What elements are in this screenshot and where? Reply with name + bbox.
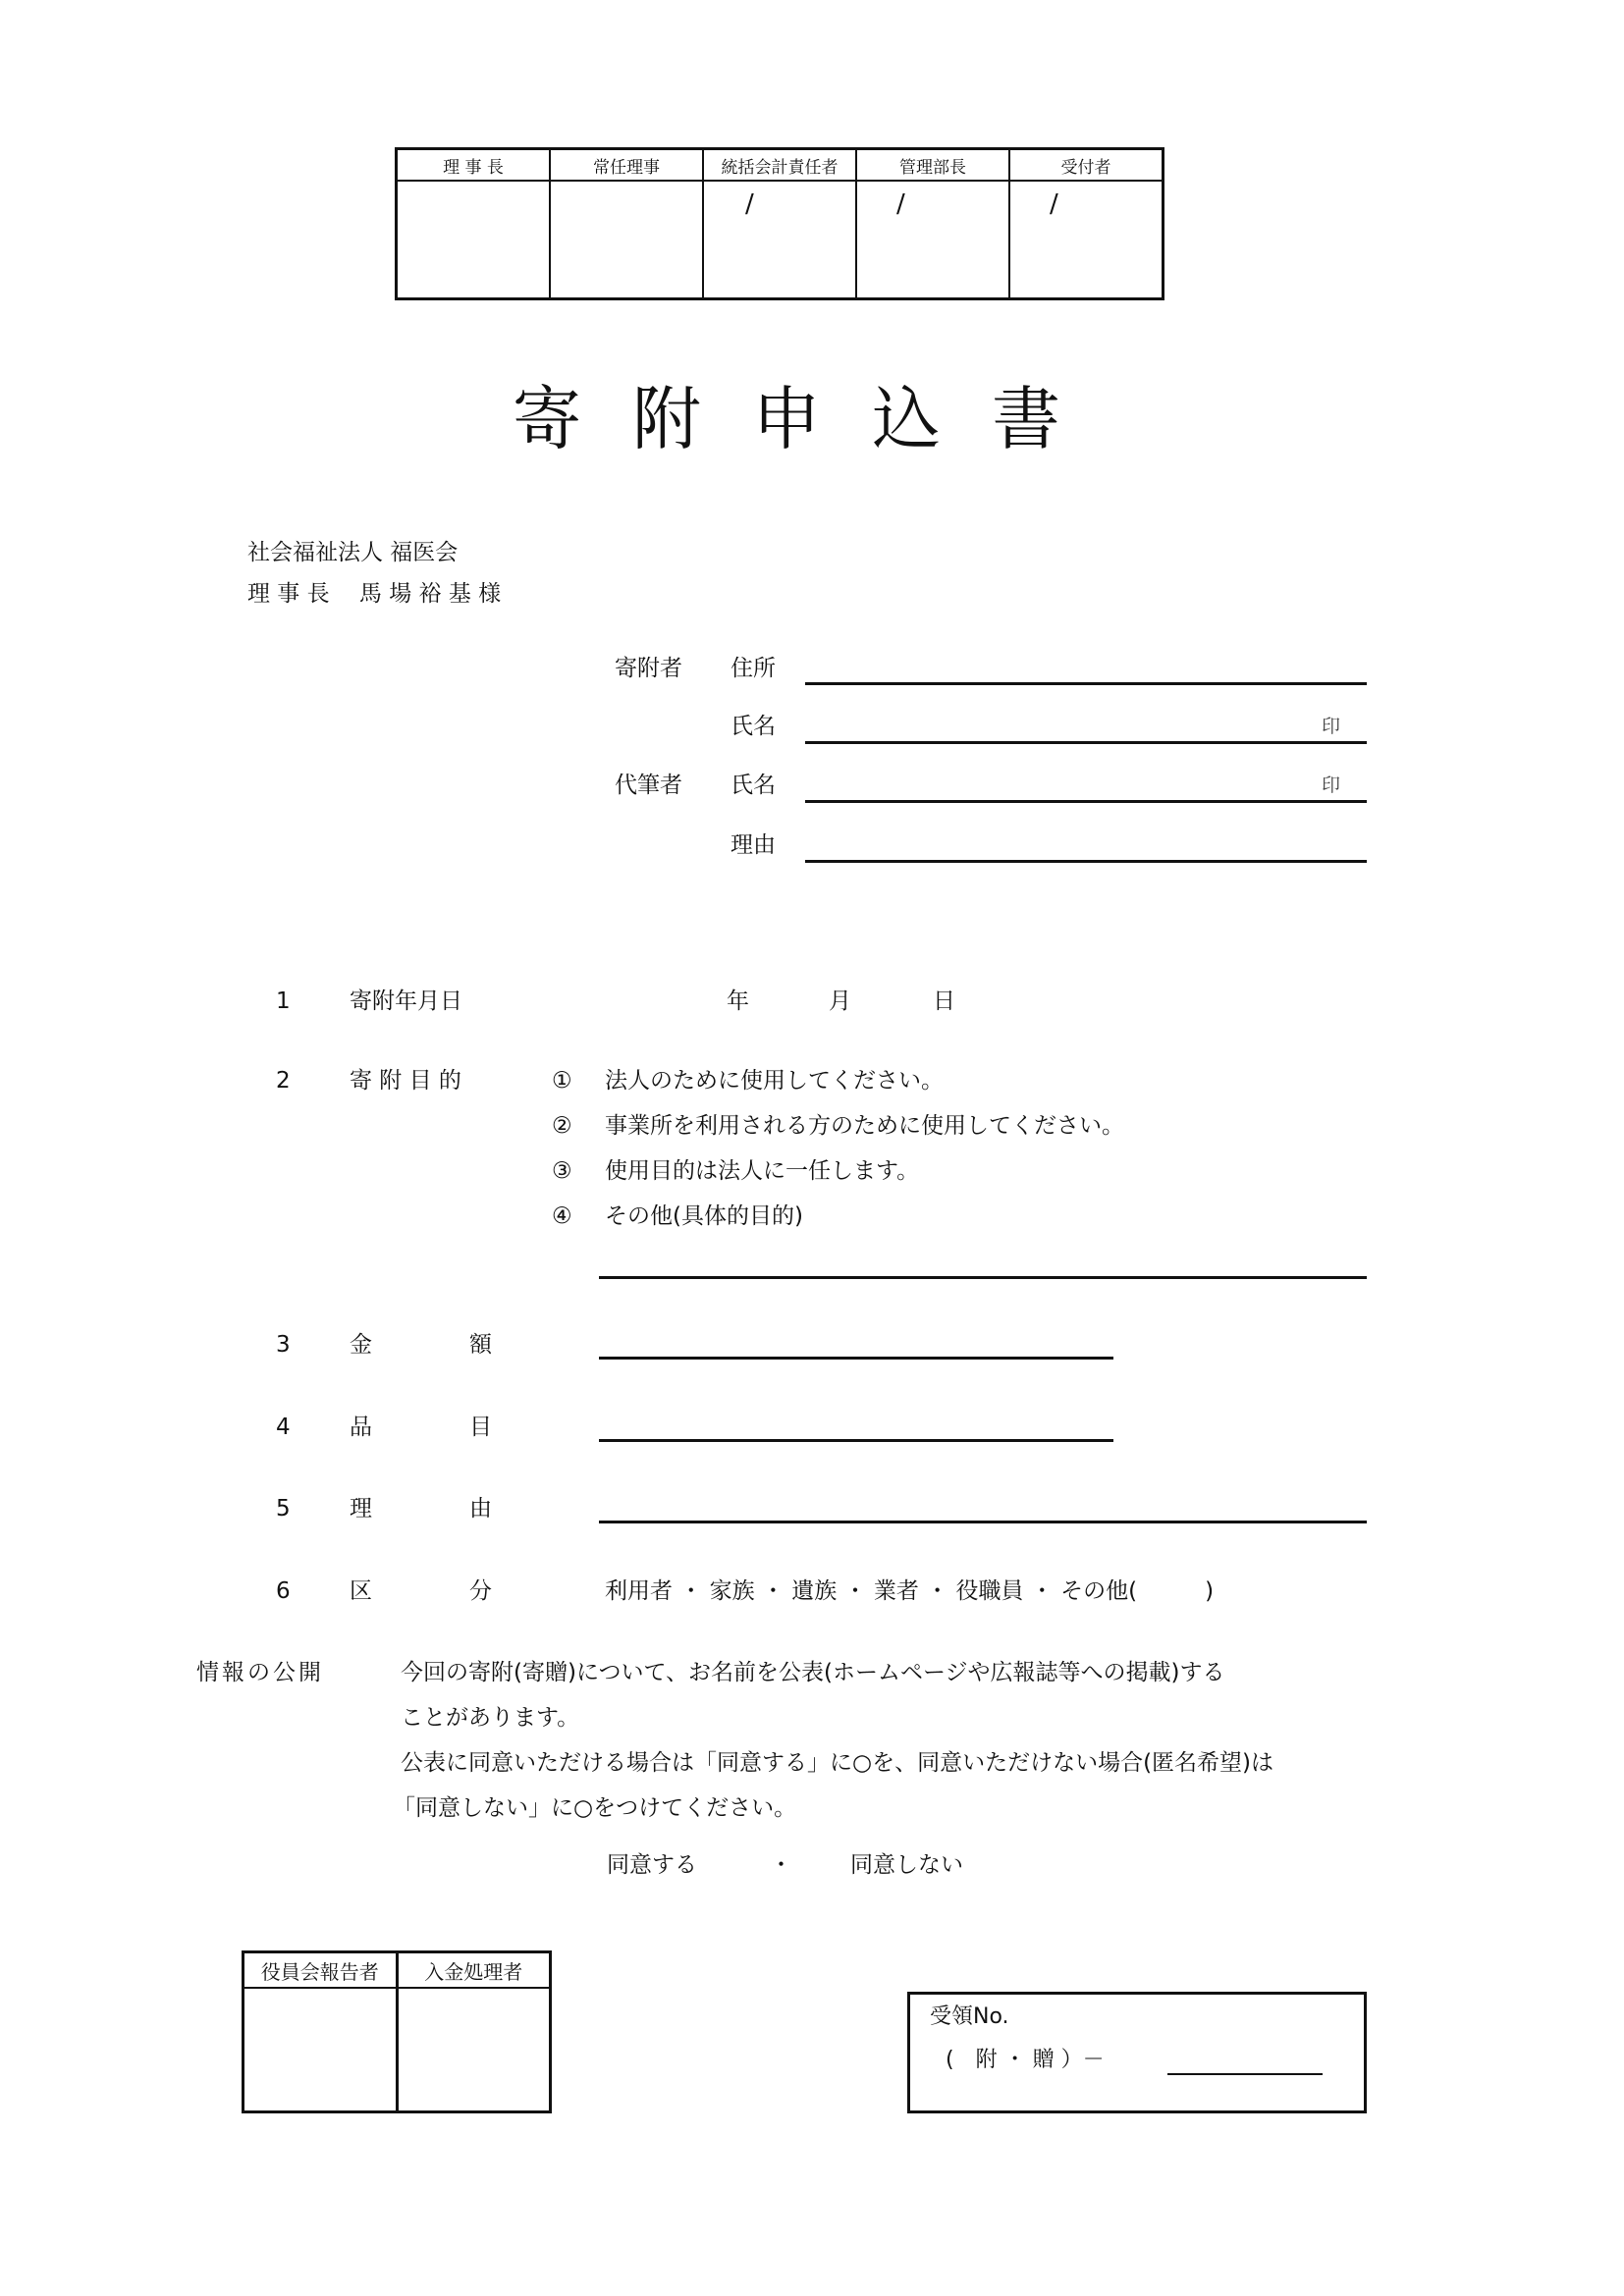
item-number: 1 bbox=[276, 988, 291, 1014]
purpose-mark[interactable]: ③ bbox=[552, 1158, 572, 1184]
month-label: 月 bbox=[829, 988, 851, 1014]
category-options[interactable]: 利用者 ・ 家族 ・ 遺族 ・ 業者 ・ 役職員 ・ その他( ) bbox=[605, 1578, 1215, 1604]
document-title: 寄附申込書 bbox=[513, 379, 1111, 459]
board-reporter-header: 役員会報告者 bbox=[244, 1953, 396, 1989]
internal-processing-table bbox=[242, 1950, 552, 2113]
approval-col-executive bbox=[551, 150, 704, 297]
goods-field[interactable] bbox=[599, 1439, 1113, 1442]
option-separator: ・ bbox=[770, 1852, 792, 1878]
disagree-option[interactable]: 同意しない bbox=[850, 1852, 963, 1878]
reason-label-b: 由 bbox=[469, 1496, 492, 1522]
proxy-reason-field[interactable] bbox=[805, 860, 1367, 863]
goods-label-b: 目 bbox=[469, 1415, 492, 1440]
goods-label-a: 品 bbox=[350, 1415, 372, 1440]
payment-processor-col bbox=[399, 1953, 550, 2110]
other-purpose-field[interactable] bbox=[599, 1276, 1367, 1279]
approval-header: 常任理事 bbox=[551, 150, 702, 182]
amount-field[interactable] bbox=[599, 1357, 1113, 1360]
addressee-org: 社会福祉法人 福医会 bbox=[247, 540, 459, 565]
board-reporter-col bbox=[244, 1953, 399, 2110]
seal-mark: 印 bbox=[1322, 716, 1341, 737]
category-label-a: 区 bbox=[350, 1578, 372, 1604]
purpose-option-text: 事業所を利用される方のために使用してください。 bbox=[605, 1113, 1124, 1139]
disclosure-line: 今回の寄附(寄贈)について、お名前を公表(ホームページや広報誌等への掲載)する bbox=[401, 1660, 1225, 1685]
approval-header: 受付者 bbox=[1010, 150, 1162, 182]
approval-col-chairman bbox=[398, 150, 551, 297]
disclosure-label: 情報の公開 bbox=[196, 1660, 324, 1685]
purpose-mark[interactable]: ② bbox=[552, 1113, 572, 1139]
donor-name-label: 氏名 bbox=[731, 714, 776, 739]
donor-label: 寄附者 bbox=[615, 656, 682, 681]
year-label: 年 bbox=[727, 988, 749, 1014]
date-slash: / bbox=[745, 189, 754, 219]
approval-header: 統括会計責任者 bbox=[704, 150, 855, 182]
disclosure-line: ことがあります。 bbox=[401, 1705, 580, 1731]
purpose-mark[interactable]: ④ bbox=[552, 1203, 572, 1229]
item-number: 6 bbox=[276, 1578, 291, 1604]
purpose-option-text: 使用目的は法人に一任します。 bbox=[605, 1158, 920, 1184]
seal-mark: 印 bbox=[1322, 774, 1341, 796]
reason-field[interactable] bbox=[599, 1521, 1367, 1523]
address-label: 住所 bbox=[731, 656, 776, 681]
donation-date-label: 寄附年月日 bbox=[350, 988, 462, 1014]
category-label-b: 分 bbox=[469, 1578, 492, 1604]
item-number: 4 bbox=[276, 1415, 291, 1440]
receipt-number-field[interactable] bbox=[1167, 2073, 1323, 2075]
proxy-name-label: 氏名 bbox=[731, 773, 776, 798]
purpose-mark[interactable]: ① bbox=[552, 1068, 572, 1094]
purpose-option-text: 法人のために使用してください。 bbox=[605, 1068, 944, 1094]
purpose-option-text: その他(具体的目的) bbox=[605, 1203, 803, 1229]
date-slash: / bbox=[1050, 189, 1058, 219]
proxy-reason-label: 理由 bbox=[731, 832, 776, 858]
amount-label-b: 額 bbox=[469, 1332, 492, 1358]
receipt-number-box bbox=[907, 1992, 1367, 2113]
payment-processor-header: 入金処理者 bbox=[399, 1953, 550, 1989]
approval-header: 管理部長 bbox=[857, 150, 1008, 182]
approval-col-accounting bbox=[704, 150, 857, 297]
proxy-name-field[interactable] bbox=[805, 800, 1367, 803]
proxy-label: 代筆者 bbox=[615, 773, 682, 798]
day-label: 日 bbox=[933, 988, 955, 1014]
item-number: 5 bbox=[276, 1496, 291, 1522]
item-number: 2 bbox=[276, 1068, 291, 1094]
approval-header: 理 事 長 bbox=[398, 150, 549, 182]
disclosure-line: 「同意しない」に○をつけてください。 bbox=[393, 1795, 797, 1821]
date-slash: / bbox=[896, 189, 905, 219]
receipt-label: 受領No. bbox=[930, 2004, 1009, 2029]
disclosure-line: 公表に同意いただける場合は「同意する」に○を、同意いただけない場合(匿名希望)は bbox=[401, 1750, 1274, 1776]
approval-col-receiver bbox=[1010, 150, 1162, 297]
donor-name-field[interactable] bbox=[805, 741, 1367, 744]
addressee-person: 理 事 長 馬 場 裕 基 様 bbox=[247, 581, 502, 607]
receipt-code-prefix: ( 附 ・ 贈 ）－ bbox=[946, 2048, 1105, 2072]
item-number: 3 bbox=[276, 1332, 291, 1358]
donation-purpose-label: 寄 附 目 的 bbox=[350, 1068, 461, 1094]
approval-stamp-table bbox=[395, 147, 1164, 300]
reason-label-a: 理 bbox=[350, 1496, 372, 1522]
approval-col-manager bbox=[857, 150, 1010, 297]
agree-option[interactable]: 同意する bbox=[607, 1852, 697, 1878]
address-field[interactable] bbox=[805, 682, 1367, 685]
amount-label-a: 金 bbox=[350, 1332, 372, 1358]
